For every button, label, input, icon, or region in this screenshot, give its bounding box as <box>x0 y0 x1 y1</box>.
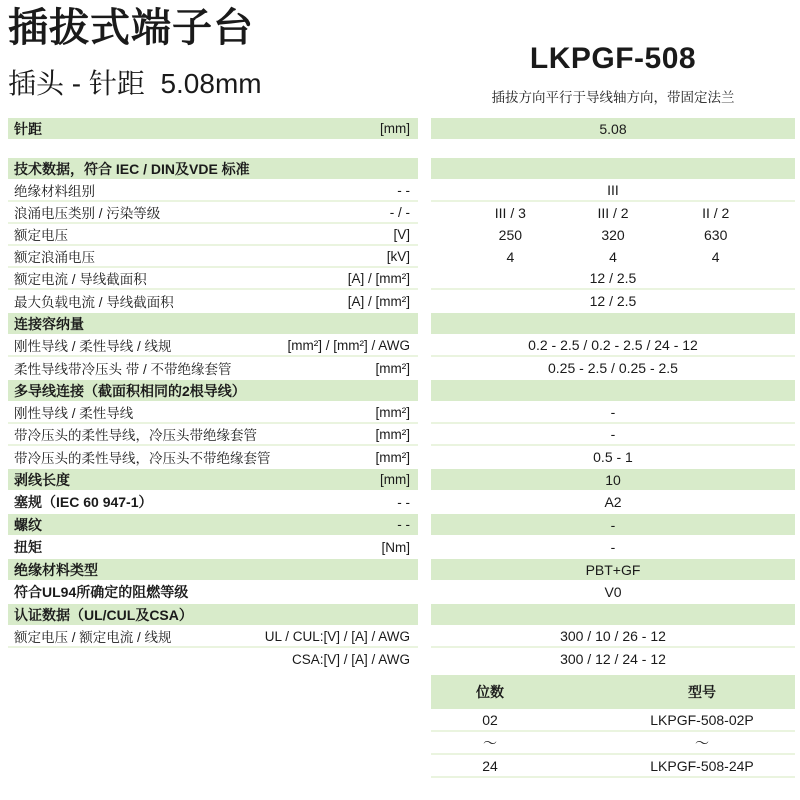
spec-unit: CSA:[V] / [A] / AWG <box>291 651 410 667</box>
spec-unit: - / - <box>389 204 410 220</box>
spec-value: III <box>607 182 619 198</box>
spec-row-left <box>8 202 418 224</box>
spec-row-value <box>431 268 795 290</box>
spec-row-value <box>431 335 795 357</box>
page-header <box>8 6 795 110</box>
spec-label: 技术数据，符合 IEC / DIN及VDE 标准 <box>14 160 250 177</box>
order-positions-cell: 〜 <box>483 734 497 751</box>
spec-row-left <box>8 446 418 468</box>
spec-row <box>8 536 795 558</box>
spec-label: 螺纹 <box>14 516 42 533</box>
spec-row <box>8 335 795 357</box>
section-header-row <box>8 158 795 179</box>
spec-unit: UL / CUL:[V] / [A] / AWG <box>264 628 410 644</box>
spec-label: 多导线连接（截面积相同的2根导线） <box>14 382 246 399</box>
spec-row <box>8 446 795 468</box>
spec-value: 630 <box>704 227 728 243</box>
spec-row-value <box>431 581 795 603</box>
order-col-positions-header: 位数 <box>476 684 504 700</box>
spec-row <box>8 469 795 490</box>
model-description: 插拔方向平行于导线轴方向，带固定法兰 <box>491 90 735 105</box>
spec-value: A2 <box>604 494 622 510</box>
spec-row-value <box>431 357 795 379</box>
spec-row <box>8 581 795 603</box>
spec-value: 5.08 <box>599 120 627 137</box>
spec-value: 0.2 - 2.5 / 0.2 - 2.5 / 24 - 12 <box>528 337 698 353</box>
spec-value: - <box>610 516 616 533</box>
spec-row <box>8 514 795 535</box>
order-positions-cell: 24 <box>482 757 498 774</box>
spec-label: 认证数据（UL/CUL及CSA） <box>14 606 193 623</box>
spec-label: 刚性导线 / 柔性导线 / 线规 <box>14 339 172 354</box>
spec-row-left <box>8 514 418 535</box>
spec-label: 柔性导线带冷压头 带 / 不带绝缘套管 <box>14 362 232 377</box>
spec-row-value <box>431 380 795 401</box>
order-table <box>431 675 795 778</box>
spec-row-values <box>431 246 795 268</box>
section-header-row <box>8 604 795 625</box>
spec-unit: [mm²] / [mm²] / AWG <box>287 337 410 353</box>
spec-value: 0.25 - 2.5 / 0.25 - 2.5 <box>548 360 678 376</box>
spec-value: III / 2 <box>597 205 629 221</box>
spec-row <box>8 290 795 312</box>
spec-row-left <box>8 180 418 202</box>
order-model-cell: LKPGF-508-02P <box>650 711 754 728</box>
spec-row-left <box>8 357 418 379</box>
spec-unit: [V] <box>393 226 410 242</box>
spec-row <box>8 268 795 290</box>
spec-row-value <box>431 180 795 202</box>
spec-label: 绝缘材料组别 <box>14 184 95 199</box>
spec-value: III / 3 <box>494 205 526 221</box>
spec-label: 带冷压头的柔性导线，冷压头带绝缘套管 <box>14 428 257 443</box>
spec-label: 扭矩 <box>14 539 42 555</box>
spec-label: 符合UL94所确定的阻燃等级 <box>14 584 189 600</box>
spec-label: 最大负载电流 / 导线截面积 <box>14 295 174 310</box>
spec-row <box>8 180 795 202</box>
spec-row <box>8 246 795 268</box>
spec-row-value <box>431 290 795 312</box>
spec-unit: [mm²] <box>375 449 410 465</box>
spec-row <box>8 648 795 670</box>
spec-row-left <box>8 268 418 290</box>
header-right <box>431 6 795 110</box>
spec-row-left <box>8 536 418 558</box>
spec-row-value <box>431 626 795 648</box>
spec-value: II / 2 <box>702 205 730 221</box>
spec-row-left <box>8 604 418 625</box>
spec-row-value <box>431 514 795 535</box>
spec-label: 剥线长度 <box>14 471 70 488</box>
order-col-model-header: 型号 <box>688 684 716 700</box>
spec-label: 额定电压 <box>14 228 68 243</box>
spec-row-left <box>8 424 418 446</box>
spec-unit: [mm²] <box>375 360 410 376</box>
spec-row <box>8 424 795 446</box>
spec-row-left <box>8 246 418 268</box>
spec-row-left <box>8 559 418 580</box>
spec-label: 塞规（IEC 60 947-1） <box>14 494 153 510</box>
spec-row <box>8 626 795 648</box>
spec-value: 10 <box>605 471 621 488</box>
spec-unit: [mm] <box>380 472 410 487</box>
spec-row-values <box>431 224 795 246</box>
model-number: LKPGF-508 <box>529 42 697 75</box>
spec-value: 4 <box>506 249 515 265</box>
spec-row-left <box>8 290 418 312</box>
order-table-row <box>431 732 795 755</box>
spec-row-left <box>8 158 418 179</box>
spec-value: 250 <box>498 227 523 243</box>
spec-row <box>8 357 795 379</box>
page-subtitle: 插头 - 针距 5.08mm <box>8 68 262 99</box>
spec-value: 12 / 2.5 <box>589 293 637 309</box>
spec-row-left <box>8 648 418 670</box>
spec-row-left <box>8 491 418 513</box>
spec-row <box>8 402 795 424</box>
spec-row-left <box>8 224 418 246</box>
spec-value: V0 <box>604 584 622 600</box>
spec-row <box>8 202 795 224</box>
section-header-row <box>8 380 795 401</box>
spec-row-value <box>431 559 795 580</box>
spec-unit: [mm²] <box>375 404 410 420</box>
spec-value: - <box>610 426 616 442</box>
spec-label: 绝缘材料类型 <box>14 561 98 578</box>
spec-label: 刚性导线 / 柔性导线 <box>14 406 134 421</box>
spec-unit: [kV] <box>386 248 410 264</box>
spec-row <box>8 118 795 139</box>
spec-row-value <box>431 604 795 625</box>
spec-value: 4 <box>711 249 720 265</box>
spec-row-value <box>431 402 795 424</box>
spec-row-left <box>8 581 418 603</box>
spec-row <box>8 559 795 580</box>
spec-label: 连接容纳量 <box>14 315 84 332</box>
spec-value: - <box>610 539 616 555</box>
spec-unit: [A] / [mm²] <box>347 293 410 309</box>
spec-value: 300 / 10 / 26 - 12 <box>560 628 666 644</box>
spec-unit: - - <box>397 182 410 198</box>
spec-unit: [Nm] <box>381 539 410 555</box>
spec-row-value <box>431 424 795 446</box>
page-title: 插拔式端子台 <box>8 6 254 50</box>
spec-row-left <box>8 469 418 490</box>
spec-row-value <box>431 313 795 334</box>
header-left <box>8 6 431 110</box>
spec-row <box>8 491 795 513</box>
spec-row-values <box>431 202 795 224</box>
spec-row-value <box>431 446 795 468</box>
order-table-row <box>431 755 795 778</box>
spec-row-value <box>431 536 795 558</box>
spec-value: PBT+GF <box>585 561 641 578</box>
spec-unit: [A] / [mm²] <box>347 270 410 286</box>
spec-label: 额定电压 / 额定电流 / 线规 <box>14 630 172 645</box>
spec-row-value <box>431 491 795 513</box>
spec-table <box>8 118 795 670</box>
order-table-header <box>431 675 795 709</box>
spec-row-left <box>8 335 418 357</box>
order-table-row <box>431 709 795 732</box>
order-model-cell: LKPGF-508-24P <box>650 757 754 774</box>
spec-row-value <box>431 648 795 670</box>
spec-unit: [mm²] <box>375 426 410 442</box>
spec-label: 额定浪涌电压 <box>14 250 95 265</box>
spec-row-left <box>8 313 418 334</box>
order-positions-cell: 02 <box>482 711 498 728</box>
spec-unit: - - <box>397 494 410 510</box>
section-header-row <box>8 313 795 334</box>
spec-label: 带冷压头的柔性导线，冷压头不带绝缘套管 <box>14 451 271 466</box>
spec-value: 12 / 2.5 <box>589 270 637 286</box>
spec-row-value <box>431 158 795 179</box>
spec-label: 针距 <box>14 120 42 137</box>
spec-label: 额定电流 / 导线截面积 <box>14 272 147 287</box>
spec-unit: [mm] <box>380 121 410 136</box>
spec-row-value <box>431 118 795 139</box>
spec-value: 320 <box>601 227 625 243</box>
spec-row-left <box>8 118 418 139</box>
spec-row-value <box>431 469 795 490</box>
spec-row-left <box>8 380 418 401</box>
spec-value: 0.5 - 1 <box>593 449 633 465</box>
spec-value: - <box>610 404 616 420</box>
spec-row-left <box>8 402 418 424</box>
spec-value: 300 / 12 / 24 - 12 <box>560 651 666 667</box>
order-model-cell: 〜 <box>695 734 709 751</box>
spec-label: 浪涌电压类别 / 污染等级 <box>14 206 161 221</box>
spec-unit: - - <box>397 517 410 532</box>
spec-row-left <box>8 626 418 648</box>
spec-row <box>8 224 795 246</box>
spec-value: 4 <box>609 249 617 265</box>
